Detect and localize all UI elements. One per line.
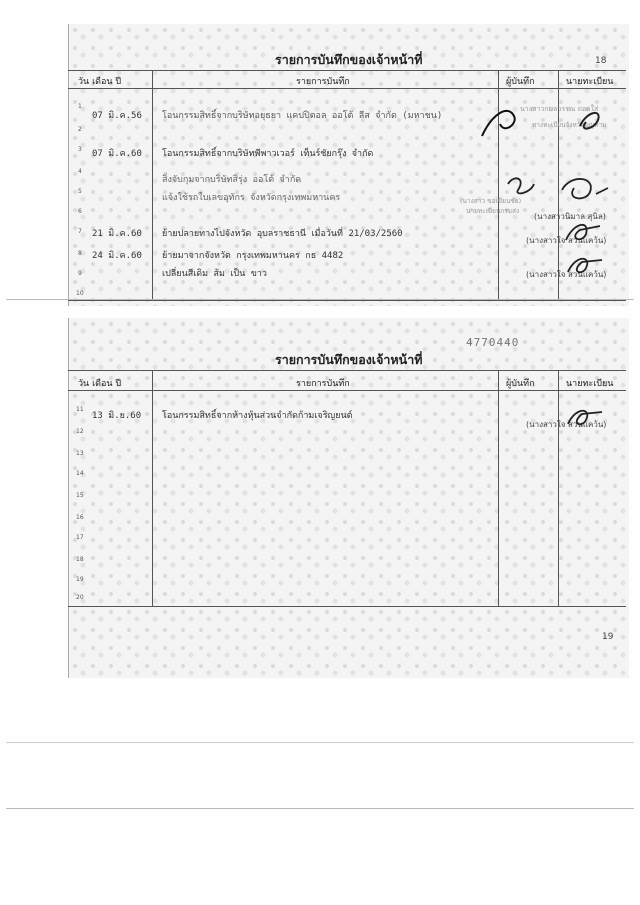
scan-line: [6, 299, 634, 300]
row-number: 11: [76, 406, 84, 413]
officer-name: (นางสาวใจ สวนแคว้น): [526, 270, 607, 279]
row-number: 4: [78, 168, 82, 175]
signature-mark: [470, 94, 620, 144]
header-entry: รายการบันทึก: [296, 379, 350, 389]
signature-mark: [556, 216, 616, 246]
page-number: 19: [602, 632, 614, 642]
row-number: 6: [78, 208, 82, 215]
row-number: 9: [78, 270, 82, 277]
row-number: 7: [78, 228, 82, 235]
entry-date: 07 มิ.ค.60: [92, 149, 142, 159]
sheet-title: รายการบันทึกของเจ้าหน้าที่: [275, 52, 423, 67]
entry-date: 24 มิ.ค.60: [92, 251, 142, 261]
row-number: 14: [76, 470, 84, 477]
row-number: 1: [78, 103, 82, 110]
row-number: 2: [78, 126, 82, 133]
row-number: 17: [76, 534, 84, 541]
header-date: วัน เดือน ปี: [78, 77, 122, 87]
table-bottom-border: [68, 300, 626, 301]
page-number: 18: [595, 56, 607, 66]
entry-text: ย้ายปลายทางไปจังหวัด อุบลราชธานี เมื่อวันที่ 21/03/2560: [162, 229, 403, 239]
sheet-title: รายการบันทึกของเจ้าหน้าที่: [275, 352, 423, 367]
row-number: 3: [78, 146, 82, 153]
scan-line: [6, 742, 634, 743]
header-recorder: ผู้บันทึก: [506, 77, 535, 87]
entry-date: 07 มิ.ค.56: [92, 111, 142, 121]
entry-date: 21 มิ.ค.60: [92, 229, 142, 239]
table-bottom-border: [68, 606, 626, 607]
row-number: 12: [76, 428, 84, 435]
row-number: 15: [76, 492, 84, 499]
row-number: 5: [78, 188, 82, 195]
entry-text: โอนกรรมสิทธิ์จากห้างหุ้นส่วนจำกัดก้ามเจริญยนต์: [162, 411, 353, 421]
entry-text: เปลี่ยนสีเดิม ส้ม เป็น ขาว: [162, 269, 267, 279]
signature-mark: [556, 402, 616, 432]
officer-name: (นางสาวนิมาล สุนิล): [534, 212, 606, 221]
stamp-note: นายทะเบียนกรมส่ง: [466, 207, 520, 215]
row-number: 20: [76, 594, 84, 601]
entry-text: สิ่งจับกุมจากบริษัทสิรุ่ง ออโต้ จำกัด: [162, 175, 302, 185]
row-number: 10: [76, 290, 84, 297]
stamp-note: (นางสาว ขอเขียนชัย): [460, 197, 522, 205]
header-registrar: นายทะเบียน: [566, 379, 614, 389]
header-date: วัน เดือน ปี: [78, 379, 122, 389]
row-number: 13: [76, 450, 84, 457]
header-recorder: ผู้บันทึก: [506, 379, 535, 389]
header-registrar: นายทะเบียน: [566, 77, 614, 87]
row-number: 18: [76, 556, 84, 563]
row-number: 8: [78, 250, 82, 257]
officer-name: (นางสาวใจ สวนแคว้น): [526, 420, 607, 429]
row-number: 16: [76, 514, 84, 521]
entry-text: ย้ายมาจากจังหวัด กรุงเทพมหานคร กธ 4482: [162, 251, 344, 261]
officer-name: (นางสาวใจ สวนแคว้น): [526, 236, 607, 245]
column-divider: [152, 370, 153, 606]
column-divider: [152, 70, 153, 300]
signature-mark: [556, 250, 616, 280]
entry-text: โอนกรรมสิทธิ์จากบริษัทพีพาวเวอร์ เท็นร์ชัยกรุ๊ง จำกัด: [162, 149, 374, 159]
header-entry: รายการบันทึก: [296, 77, 350, 87]
document-serial: 4770440: [466, 336, 520, 349]
entry-text: โอนกรรมสิทธิ์จากบริษัทอยุธยา แคปปิตอล ออโต้ ลีส จำกัด (มหาชน): [162, 111, 443, 121]
signature-mark: [500, 170, 620, 215]
scan-line: [6, 808, 634, 809]
column-divider: [498, 370, 499, 606]
entry-date: 13 มิ.ย.60: [92, 411, 142, 421]
stamp-note: นางสาวกมลวรรณ ถอดใส่: [520, 105, 599, 113]
stamp-note: ทางทะเบียนจังหวัดบุญทาม: [532, 121, 607, 129]
row-number: 19: [76, 576, 84, 583]
entry-text: แจ้งใช้รถใบเลขอุทักร จังหวัดกรุงเทพมหานคร: [162, 193, 341, 203]
